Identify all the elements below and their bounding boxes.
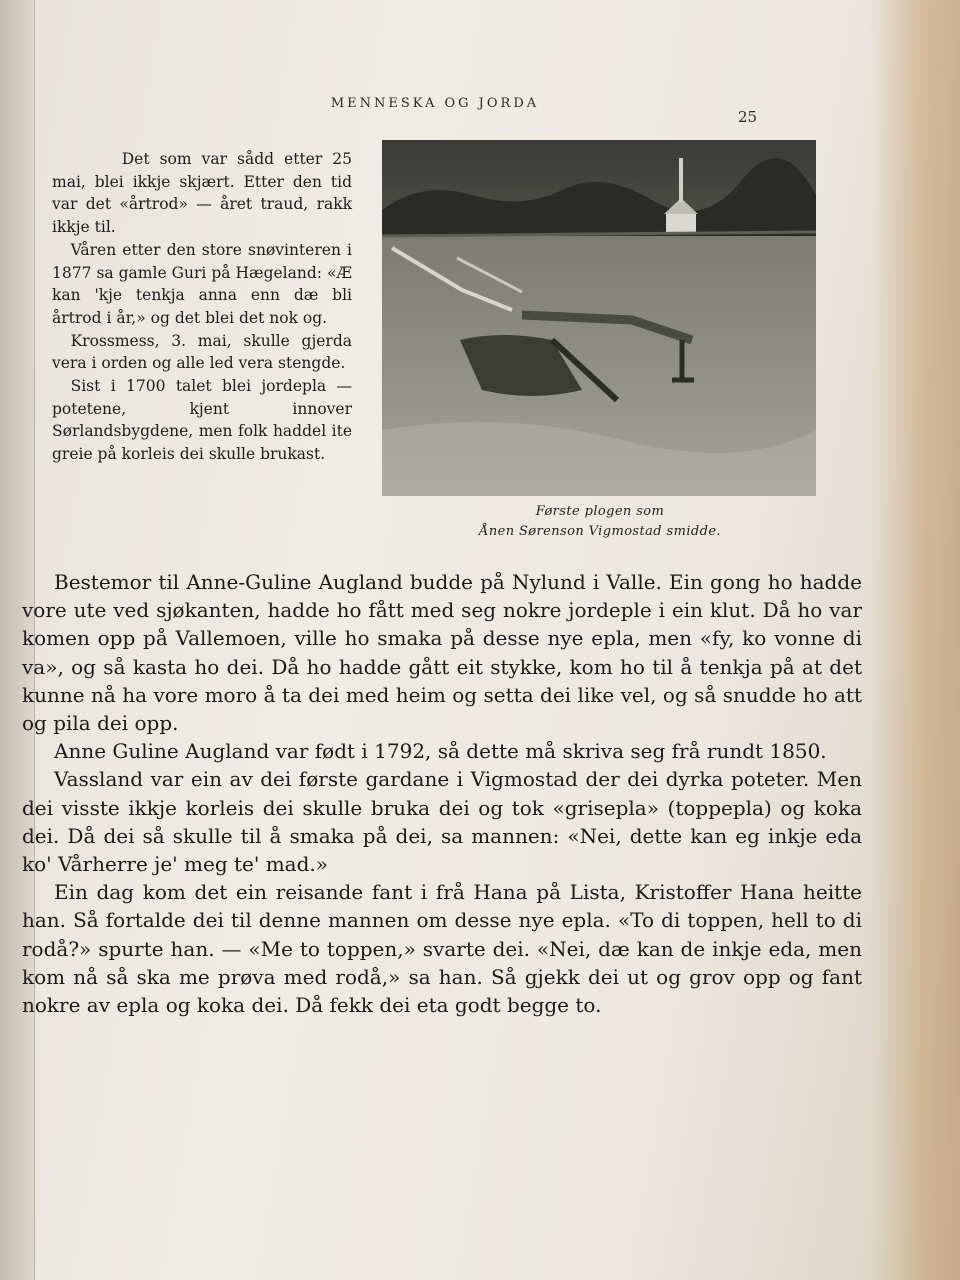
caption-line-2: Ånen Sørenson Vigmostad smidde.	[479, 524, 721, 539]
book-cover-edge	[870, 0, 960, 1280]
plough-photograph	[382, 140, 816, 496]
body-paragraph: Vassland var ein av dei første gardane i Vigmostad der dei dyrka poteter. Men dei visste ikkje korleis dei skulle bruka dei og tok «grisepla» (toppepla) og koka dei. Då dei så skulle til å smaka på dei, sa mannen: «Nei, dette kan eg inkje eda ko' Vårherre je' meg te' mad.»	[22, 767, 862, 877]
caption-line-1: Første plogen som	[535, 504, 665, 519]
plough-photo-drawing	[382, 140, 816, 496]
column-paragraph: Det som var sådd etter 25 mai, blei ikkje skjært. Etter den tid var det «årtrod» — året traud, rakk ikkje til.	[52, 150, 352, 237]
body-paragraph: Anne Guline Augland var født i 1792, så dette må skriva seg frå rundt 1850.	[54, 739, 827, 764]
column-paragraph: Krossmess, 3. mai, skulle gjerda vera i orden og alle led vera stengde.	[52, 331, 352, 373]
page-number: 25	[738, 108, 758, 126]
column-paragraph: Våren etter den store snøvinteren i 1877 sa gamle Guri på Hægeland: «Æ kan 'kje tenkja anna enn dæ bli årtrod i år,» og det blei det nok og.	[52, 240, 352, 327]
body-paragraph: Ein dag kom det ein reisande fant i frå Hana på Lista, Kristoffer Hana heitte han. Så fortalde dei til denne mannen om desse nye epla. «To di toppen, hell to di rodå?» spurte han. — «Me to toppen,» svarte dei. «Nei, dæ kan de inkje eda, men kom nå så ska me prøva med rodå,» sa han. Så gjekk dei ut og grov opp og fant nokre av epla og koka dei. Då fekk dei eta godt begge to.	[22, 880, 862, 1018]
body-paragraph: Bestemor til Anne-Guline Augland budde på Nylund i Valle. Ein gong ho hadde vore ute ved sjøkanten, hadde ho fått med seg nokre jordeple i ein klut. Då ho var komen opp på Vallemoen, ville ho smaka på desse nye epla, men «fy, ko vonne di va», og så kasta ho dei. Då ho hadde gått eit stykke, kom ho til å tenkja på at det kunne nå ha vore moro å ta dei med heim og setta dei like vel, og så snudde ho att og pila dei opp.	[22, 570, 862, 736]
figure-caption	[420, 502, 780, 542]
narrow-column-text	[52, 148, 352, 466]
column-paragraph: Sist i 1700 talet blei jordepla — potetene, kjent innover Sørlandsbygdene, men folk haddel ite greie på korleis dei skulle brukast.	[52, 377, 352, 464]
running-head: MENNESKA OG JORDA	[330, 96, 540, 111]
full-width-text	[22, 568, 862, 1019]
